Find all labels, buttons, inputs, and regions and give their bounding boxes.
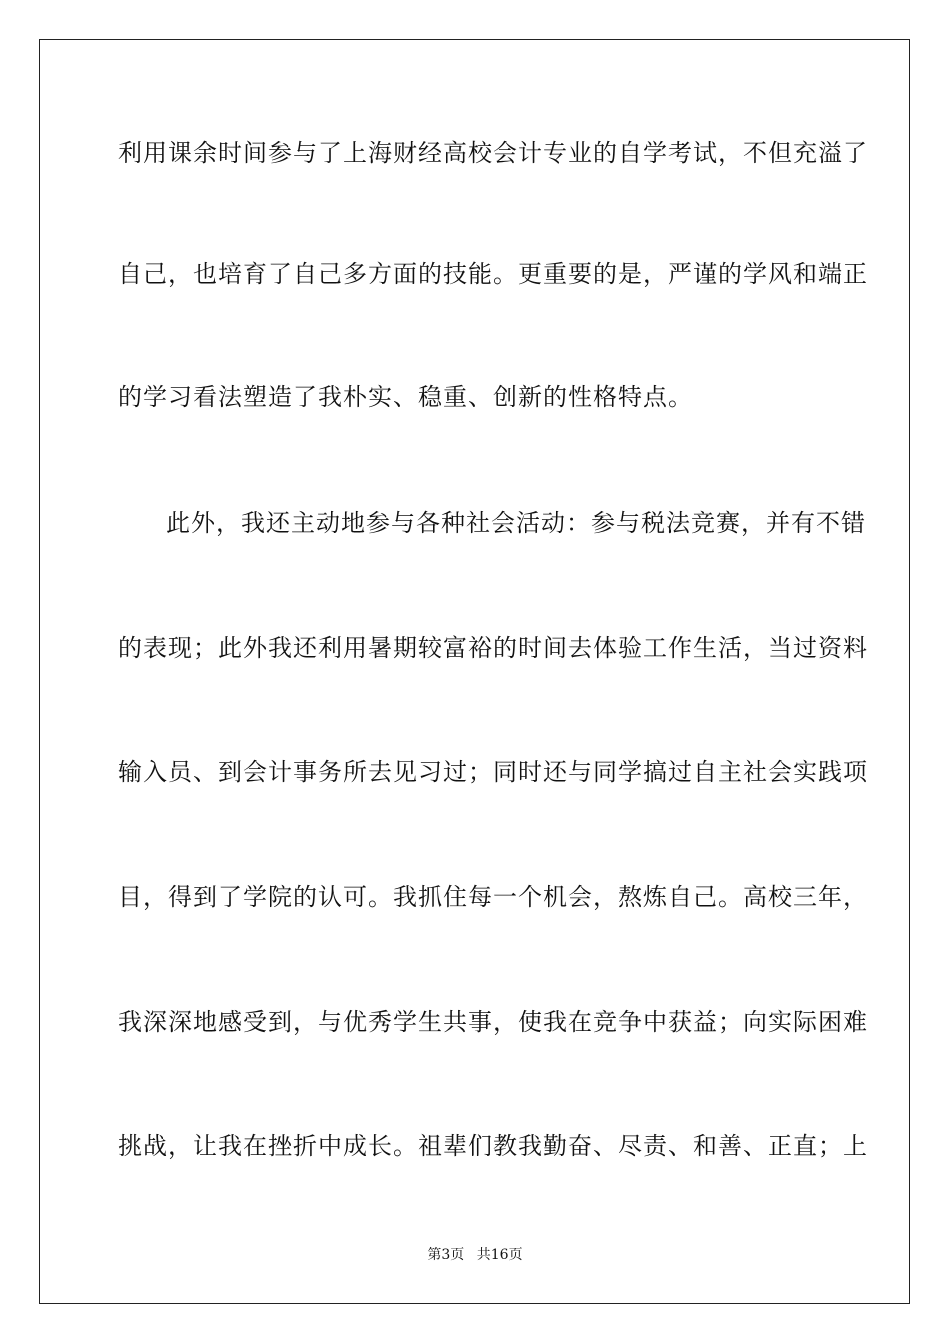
- page-footer: [0, 1244, 950, 1264]
- page-number-current: 第3页: [427, 1247, 465, 1263]
- body-line-9: 挑战，让我在挫折中成长。祖辈们教我勤奋、尽责、和善、正直；上: [118, 1132, 868, 1160]
- body-line-5: 的表现；此外我还利用暑期较富裕的时间去体验工作生活，当过资料: [118, 634, 868, 662]
- body-line-1: 利用课余时间参与了上海财经高校会计专业的自学考试，不但充溢了: [118, 139, 868, 167]
- body-line-6: 输入员、到会计事务所去见习过；同时还与同学搞过自主社会实践项: [118, 758, 868, 786]
- page-number-total: 共16页: [476, 1247, 523, 1263]
- body-line-4: 此外，我还主动地参与各种社会活动：参与税法竞赛，并有不错: [166, 509, 866, 537]
- page-border: [39, 39, 910, 1304]
- body-line-3: 的学习看法塑造了我朴实、稳重、创新的性格特点。: [118, 383, 693, 411]
- body-line-7: 目，得到了学院的认可。我抓住每一个机会，熬炼自己。高校三年，: [118, 883, 868, 911]
- body-line-8: 我深深地感受到，与优秀学生共事，使我在竞争中获益；向实际困难: [118, 1008, 868, 1036]
- body-line-2: 自己，也培育了自己多方面的技能。更重要的是，严谨的学风和端正: [118, 260, 868, 288]
